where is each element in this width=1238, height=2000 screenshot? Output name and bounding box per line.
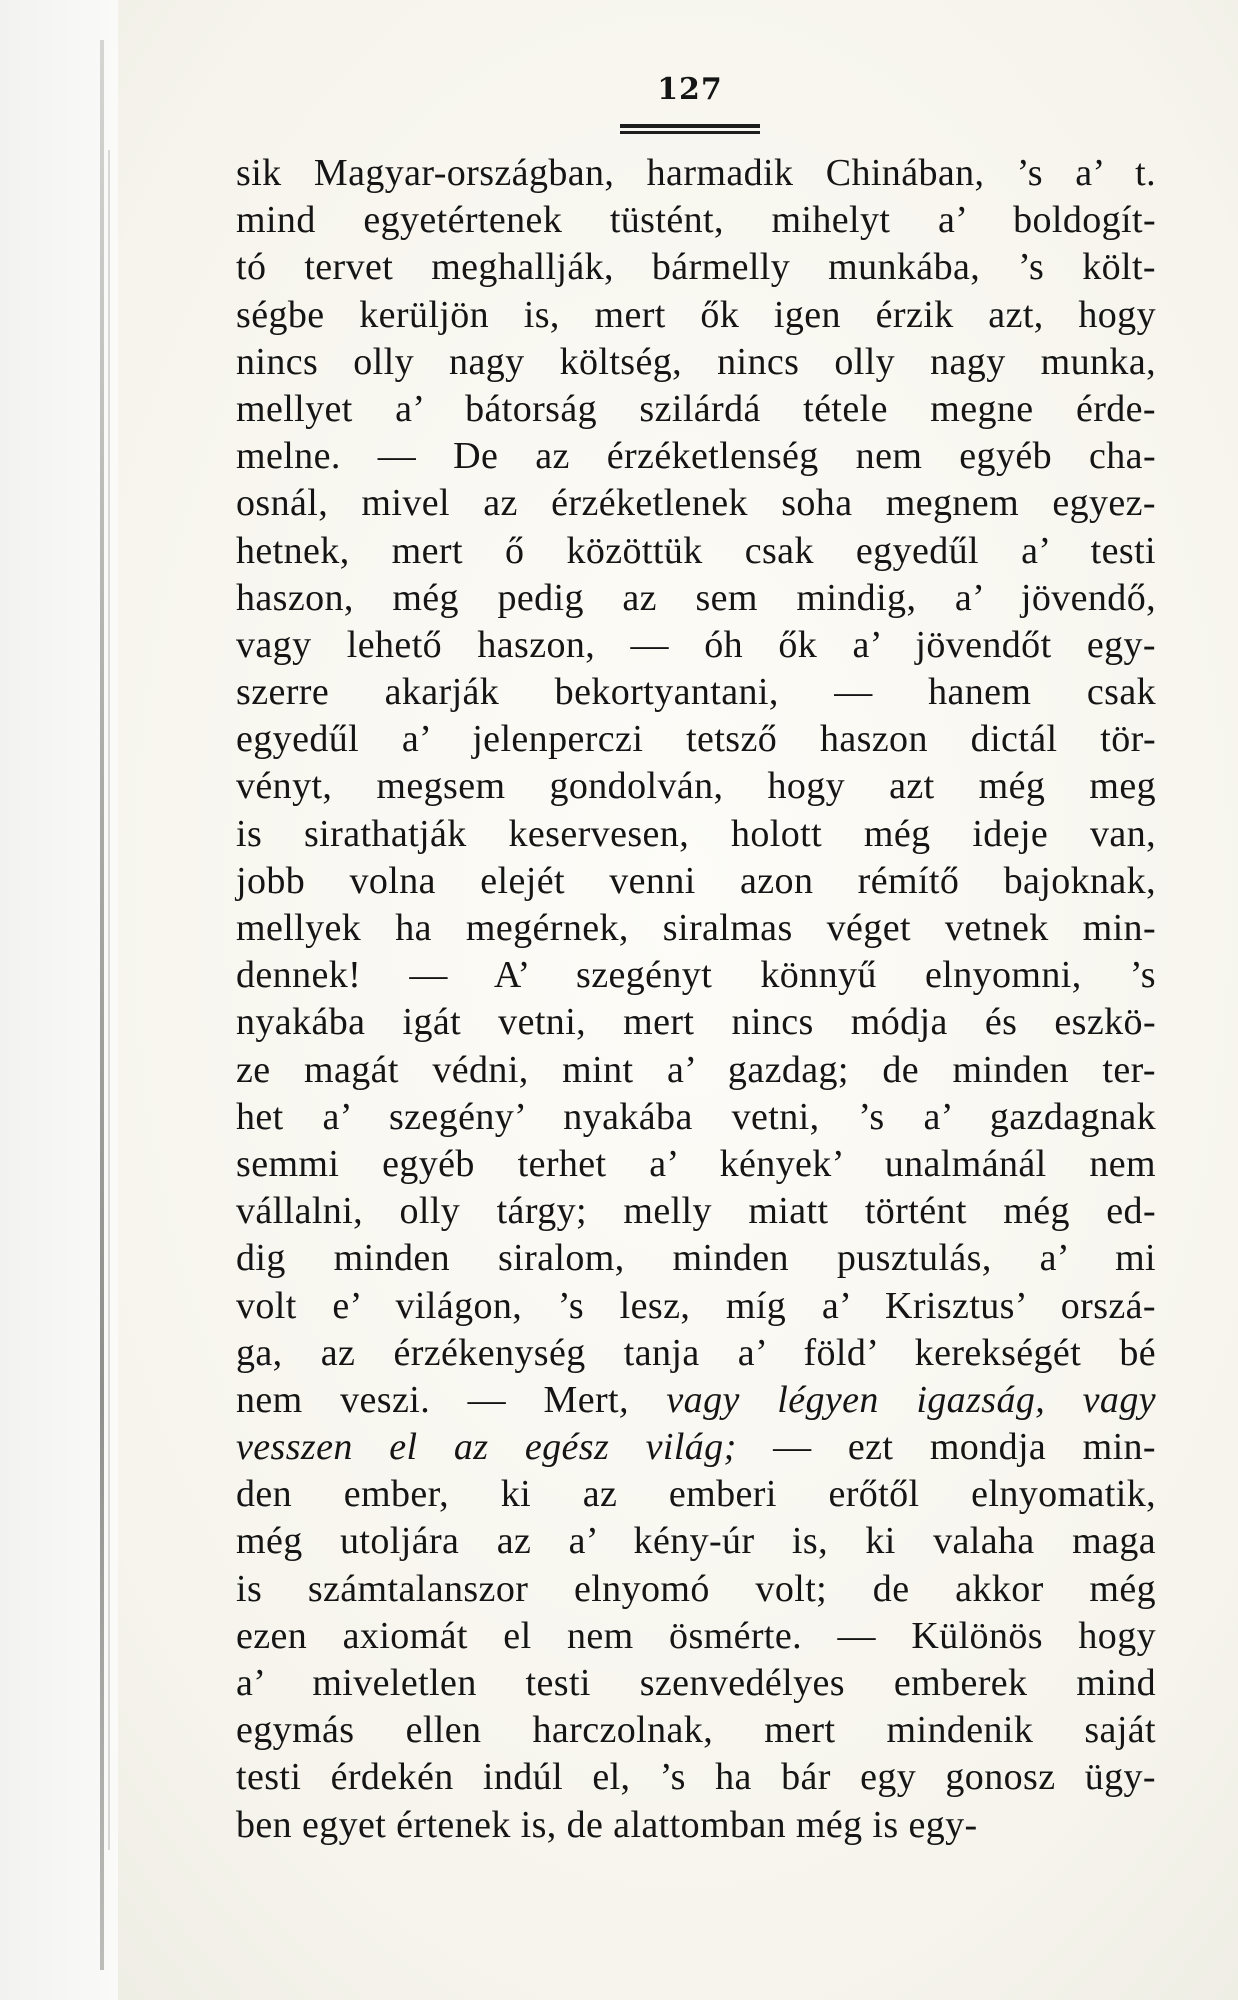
text-line (236, 858, 1156, 905)
binding-edge (100, 40, 104, 1970)
text-line (236, 575, 1156, 622)
text-line (236, 716, 1156, 763)
text-line (236, 1141, 1156, 1188)
book-spine-shadow (0, 0, 118, 2000)
text-line (236, 1188, 1156, 1235)
text-line (236, 528, 1156, 575)
line-text: hetnek, mert ő közöttük csak egyedűl a’ testi (236, 529, 1156, 572)
binding-edge-inner (108, 150, 110, 1850)
text-line (236, 905, 1156, 952)
line-text: egymás ellen harczolnak, mert mindenik saját (236, 1709, 1156, 1752)
line-text: még utoljára az a’ kény-úr is, ki valaha maga (236, 1520, 1156, 1563)
text-line (236, 669, 1156, 716)
text-line (236, 1094, 1156, 1141)
text-line (236, 480, 1156, 527)
text-line (236, 952, 1156, 999)
text-line (236, 811, 1156, 858)
line-text: dennek! — A’ szegényt könnyű elnyomni, ’s (236, 954, 1156, 997)
line-text: osnál, mivel az érzéketlenek soha megnem egyez- (236, 482, 1156, 525)
body-text (236, 150, 1156, 1849)
line-text: is sirathatják keservesen, holott még ideje van, (236, 812, 1156, 855)
line-text: dig minden siralom, minden pusztulás, a’ mi (236, 1237, 1156, 1280)
text-line (236, 763, 1156, 810)
line-text: a’ miveletlen testi szenvedélyes emberek mind (236, 1662, 1156, 1704)
line-text: egyedűl a’ jelenperczi tetsző haszon dictál tör- (236, 718, 1156, 761)
text-line (236, 1660, 1156, 1707)
line-text: nem veszi. — Mert (236, 1378, 619, 1421)
line-text: volt e’ világon, ’s lesz, míg a’ Krisztus’ orszá- (236, 1284, 1156, 1327)
text-line (236, 1754, 1156, 1801)
line-italic-text: , vagy légyen igazság, vagy (619, 1378, 1156, 1421)
line-text: den ember, ki az emberi erőtől elnyomatik, (236, 1473, 1156, 1516)
line-italic-text: vesszen el az egész világ; (236, 1426, 737, 1469)
page-number: 127 (657, 72, 723, 107)
line-text: het a’ szegény’ nyakába vetni, ’s a’ gazdagnak (236, 1095, 1156, 1138)
line-text: szerre akarják bekortyantani, — hanem csak (236, 671, 1156, 714)
text-line (236, 197, 1156, 244)
text-line (236, 999, 1156, 1046)
text-line (236, 1235, 1156, 1282)
text-line (236, 1707, 1156, 1754)
line-text: mellyek ha megérnek, siralmas véget vetnek min- (236, 907, 1156, 949)
line-text: nyakába igát vetni, mert nincs módja és eszkö- (236, 1001, 1156, 1044)
text-line (236, 386, 1156, 433)
line-text: ze magát védni, mint a’ gazdag; de minden ter- (236, 1048, 1156, 1091)
text-line (236, 1518, 1156, 1565)
line-text: vényt, megsem gondolván, hogy azt még meg (236, 765, 1156, 808)
line-text: nincs olly nagy költség, nincs olly nagy munka, (236, 340, 1156, 383)
line-text: mind egyetértenek tüstént, mihelyt a’ boldogít- (236, 199, 1156, 242)
text-line (236, 1283, 1156, 1330)
text-line (236, 292, 1156, 339)
line-text: haszon, még pedig az sem mindig, a’ jövendő, (236, 576, 1156, 619)
line-text: ezen axiomát el nem ösmérte. — Különös hogy (236, 1614, 1156, 1657)
line-text: semmi egyéb terhet a’ kények’ unalmánál nem (236, 1142, 1156, 1185)
header-rule-thin (620, 131, 760, 134)
line-text: sik Magyar-országban, harmadik Chinában, ’s a’ t. (236, 152, 1156, 194)
text-line (236, 1471, 1156, 1518)
line-text: jobb volna elejét venni azon rémítő bajoknak, (236, 859, 1156, 902)
line-text: vagy lehető haszon, — óh ők a’ jövendőt egy- (236, 623, 1156, 666)
text-line (236, 150, 1156, 197)
text-line (236, 1802, 1156, 1849)
text-line (236, 1330, 1156, 1377)
text-line (236, 1047, 1156, 1094)
text-line (236, 339, 1156, 386)
line-text: testi érdekén indúl el, ’s ha bár egy gonosz ügy- (236, 1756, 1156, 1799)
text-line (236, 433, 1156, 480)
line-text: vállalni, olly tárgy; melly miatt történt még ed- (236, 1190, 1156, 1233)
line-text: is számtalanszor elnyomó volt; de akkor még (236, 1567, 1156, 1610)
line-text: mellyet a’ bátorság szilárdá tétele megne érde- (236, 387, 1156, 430)
text-line (236, 1566, 1156, 1613)
text-line (236, 622, 1156, 669)
text-line (236, 1613, 1156, 1660)
header-rule-thick (620, 124, 760, 128)
line-text: melne. — De az érzéketlenség nem egyéb cha- (236, 435, 1156, 478)
line-text: ga, az érzékenység tanja a’ föld’ kerekségét bé (236, 1331, 1156, 1374)
line-text: — ezt mondja min- (736, 1426, 1156, 1469)
text-line (236, 244, 1156, 291)
line-text: ben egyet értenek is, de alattomban még is egy- (236, 1803, 978, 1846)
line-text: ségbe kerüljön is, mert ők igen érzik azt, hogy (236, 293, 1156, 336)
text-line (236, 1424, 1156, 1471)
text-line (236, 1377, 1156, 1424)
line-text: tó tervet meghallják, bármelly munkába, ’s költ- (236, 246, 1156, 289)
